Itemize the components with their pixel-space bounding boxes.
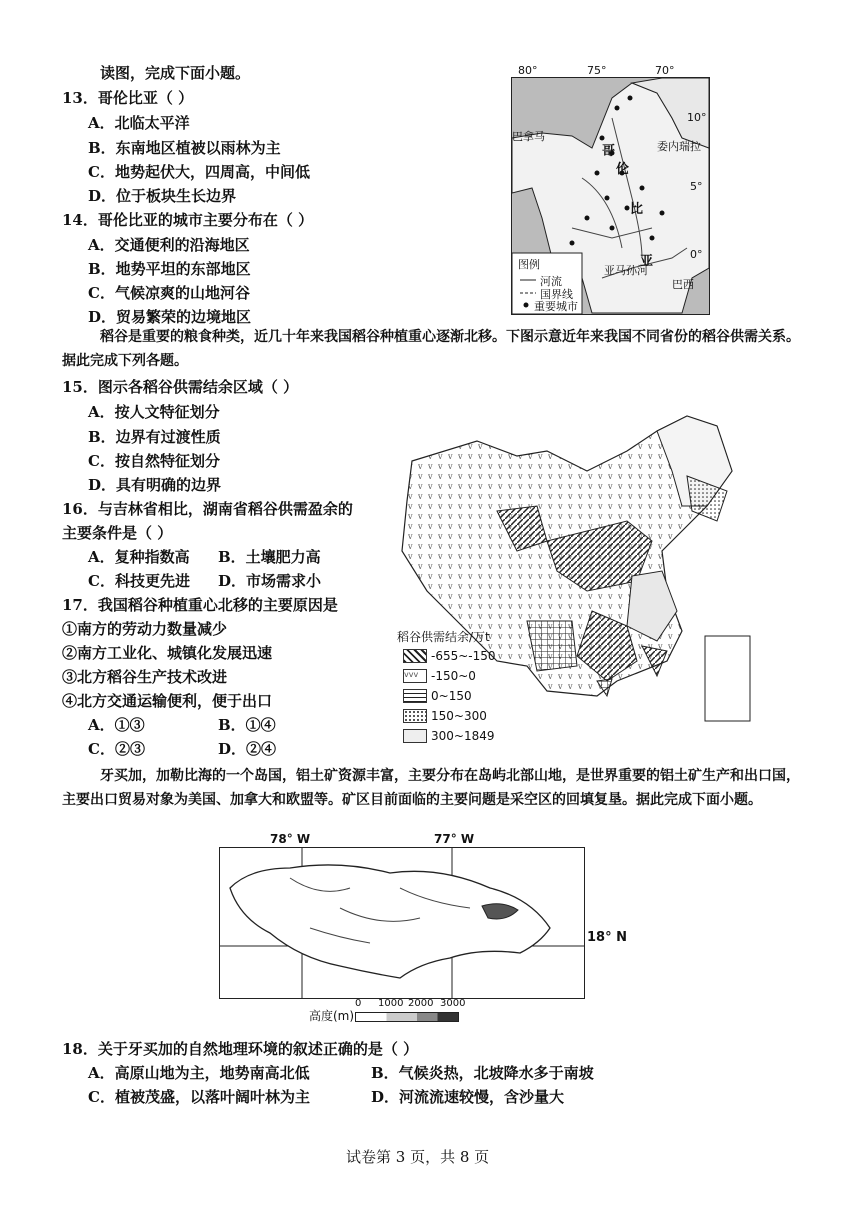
q14-option-d[interactable]: D．贸易繁荣的边境地区 <box>88 308 252 326</box>
legend-item-3 <box>403 689 472 703</box>
lon-77w-label: 77° W <box>434 832 475 846</box>
legend-item-4 <box>403 709 487 723</box>
q16-option-b[interactable]: B．土壤肥力高 <box>218 548 321 566</box>
legend-label-5: 300~1849 <box>431 729 495 743</box>
legend-label-3: 0~150 <box>431 689 472 703</box>
lat-18n-label: 18° N <box>587 930 627 945</box>
q16-option-d[interactable]: D．市场需求小 <box>218 572 322 590</box>
legend-title: 图例 <box>518 258 540 271</box>
legend-river: 河流 <box>540 275 562 288</box>
elevation-label: 高度(m) <box>309 1009 355 1023</box>
colombia-label-4: 亚 <box>640 254 654 269</box>
q17-option-b[interactable]: B．①④ <box>218 716 276 734</box>
q18-option-c[interactable]: C．植被茂盛，以落叶阔叶林为主 <box>88 1088 310 1106</box>
legend-swatch-1 <box>403 649 427 663</box>
legend-swatch-5 <box>403 729 427 743</box>
china-rice-map <box>397 411 752 751</box>
q16-stem-1: 16．与吉林省相比，湖南省稻谷供需盈余的 <box>62 500 353 518</box>
q18-option-b[interactable]: B．气候炎热，北坡降水多于南坡 <box>371 1064 594 1082</box>
lat-0-label: 0° <box>690 248 703 261</box>
intro-18: 牙买加，加勒比海的一个岛国，铝土矿资源丰富，主要分布在岛屿北部山地，是世界重要的铝土矿生产和出口国，主要出口贸易对象为美国、加拿大和欧盟等。矿区目前面临的主要问题是采空区的回填复垦。据此完成下面小题。 <box>62 768 800 808</box>
scale-3000: 3000 <box>440 998 466 1009</box>
q16-stem-2: 主要条件是（ ） <box>62 524 173 542</box>
legend-item-1 <box>403 649 496 663</box>
q18-option-a[interactable]: A．高原山地为主，地势南高北低 <box>88 1064 310 1082</box>
q13-option-a[interactable]: A．北临太平洋 <box>88 114 190 132</box>
venezuela-label: 委内瑞拉 <box>657 140 701 153</box>
scale-1000: 1000 <box>378 998 404 1009</box>
q17-option-c[interactable]: C．②③ <box>88 740 145 758</box>
q17-item-2: ②南方工业化、城镇化发展迅速 <box>62 644 273 662</box>
q15-option-a[interactable]: A．按人文特征划分 <box>88 403 220 421</box>
lon-78w-label: 78° W <box>270 832 311 846</box>
legend-swatch-3 <box>403 689 427 703</box>
q17-option-d[interactable]: D．②④ <box>218 740 277 758</box>
colombia-label-1: 哥 <box>602 144 616 159</box>
legend-border: 国界线 <box>540 288 573 301</box>
legend-item-5 <box>403 729 495 743</box>
legend-label-1: -655~-150 <box>431 649 496 663</box>
legend-item-2 <box>403 669 476 683</box>
q15-option-b[interactable]: B．边界有过渡性质 <box>88 428 221 446</box>
q16-option-c[interactable]: C．科技更先进 <box>88 572 190 590</box>
intro-13: 读图，完成下面小题。 <box>100 64 251 82</box>
panama-label: 巴拿马 <box>512 130 545 143</box>
jamaica-map <box>219 832 627 999</box>
q14-stem: 14．哥伦比亚的城市主要分布在（ ） <box>62 211 314 229</box>
q13-stem: 13．哥伦比亚（ ） <box>62 89 194 107</box>
q13-option-d[interactable]: D．位于板块生长边界 <box>88 187 237 205</box>
legend-swatch-2: vvv <box>403 669 427 683</box>
q13-option-c[interactable]: C．地势起伏大，四周高，中间低 <box>88 163 310 181</box>
q17-option-a[interactable]: A．①③ <box>88 716 145 734</box>
elevation-scale-bar <box>355 1012 459 1022</box>
q15-stem: 15．图示各稻谷供需结余区域（ ） <box>62 378 299 396</box>
q17-item-1: ①南方的劳动力数量减少 <box>62 620 228 638</box>
q18-option-d[interactable]: D．河流流速较慢，含沙量大 <box>371 1088 565 1106</box>
q15-option-c[interactable]: C．按自然特征划分 <box>88 452 220 470</box>
colombia-label-2: 伦 <box>616 162 630 177</box>
scale-2000: 2000 <box>408 998 434 1009</box>
legend-swatch-4 <box>403 709 427 723</box>
colombia-label-3: 比 <box>630 202 644 217</box>
lon-75-label: 75° <box>587 64 607 77</box>
brazil-label: 巴西 <box>672 278 694 291</box>
q13-option-b[interactable]: B．东南地区植被以雨林为主 <box>88 139 281 157</box>
q16-option-a[interactable]: A．复种指数高 <box>88 548 190 566</box>
lat-5-label: 5° <box>690 180 703 193</box>
intro-15: 稻谷是重要的粮食种类，近几十年来我国稻谷种植重心逐渐北移。下图示意近年来我国不同省份的稻谷供需关系。据此完成下列各题。 <box>62 329 800 369</box>
legend-label-2: -150~0 <box>431 669 476 683</box>
q17-item-4: ④北方交通运输便利，便于出口 <box>62 692 273 710</box>
q14-option-c[interactable]: C．气候凉爽的山地河谷 <box>88 284 250 302</box>
page-footer: 试卷第 3 页，共 8 页 <box>346 1148 490 1166</box>
scale-0: 0 <box>355 998 362 1009</box>
q15-option-d[interactable]: D．具有明确的边界 <box>88 476 222 494</box>
q14-option-a[interactable]: A．交通便利的沿海地区 <box>88 236 250 254</box>
amazon-label: 亚马孙河 <box>604 264 648 277</box>
q17-item-3: ③北方稻谷生产技术改进 <box>62 668 228 686</box>
colombia-map <box>511 64 710 315</box>
q18-stem: 18．关于牙买加的自然地理环境的叙述正确的是（ ） <box>62 1040 419 1058</box>
jamaica-map-drawing <box>220 848 584 998</box>
legend-city: 重要城市 <box>534 300 578 313</box>
lat-10-label: 10° <box>687 111 707 124</box>
china-legend-title: 稻谷供需结余/万t <box>397 630 490 644</box>
lon-70-label: 70° <box>655 64 675 77</box>
legend-label-4: 150~300 <box>431 709 487 723</box>
q14-option-b[interactable]: B．地势平坦的东部地区 <box>88 260 251 278</box>
q17-stem: 17．我国稻谷种植重心北移的主要原因是 <box>62 596 338 614</box>
lon-80-label: 80° <box>518 64 538 77</box>
